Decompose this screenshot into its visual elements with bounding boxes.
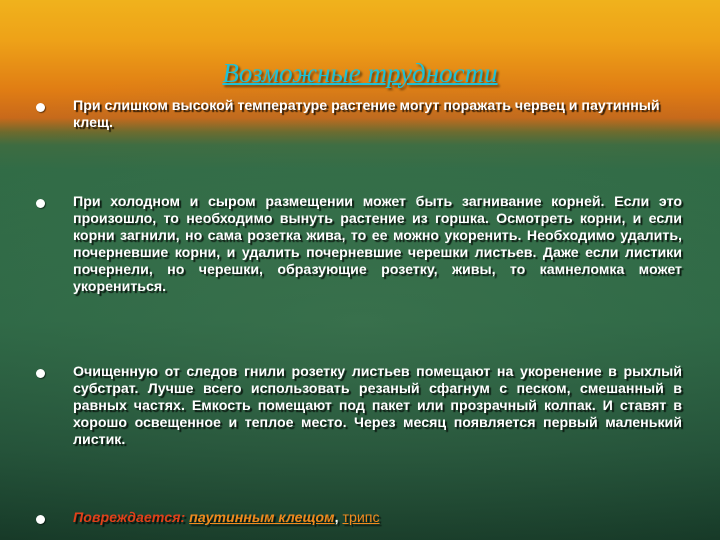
- slide-title: Возможные трудности: [222, 58, 498, 88]
- damage-separator: ,: [334, 510, 339, 526]
- damage-line: [73, 510, 682, 527]
- damage-label: Повреждается:: [73, 510, 186, 526]
- bullet-item-2: [36, 194, 682, 296]
- bullet-dot: [36, 369, 45, 378]
- bullet-item-3: [36, 364, 682, 449]
- bullet-dot: [36, 199, 45, 208]
- bullet-item-damage: [36, 510, 682, 527]
- bullet-text-3: Очищенную от следов гнили розетку листьев помещают на укоренение в рыхлый субстрат. Лучше всего использовать резаный сфагнум с песком, смешанный в равных частях. Емкость помещают под пакет или прозрачный колпак. И ставят в хорошо освещенное и теплое место. Через месяц появляется первый маленький листик.: [73, 364, 682, 448]
- spider-mite-link[interactable]: паутинным клещом: [189, 510, 335, 526]
- bullet-dot: [36, 515, 45, 524]
- thrips-link[interactable]: трипс: [342, 510, 380, 526]
- bullet-dot: [36, 103, 45, 112]
- bullet-text-2: При холодном и сыром размещении может быть загнивание корней. Если это произошло, то необходимо вынуть растение из горшка. Осмотреть корни, и если корни загнили, но сама розетка жива, то ее можно укоренить. Необходимо удалить, почерневшие корни, и удалить почерневшие черешки листьев. Даже если листики почернели, но черешки, образующие розетку, живы, то камнеломка может укорениться.: [73, 194, 682, 295]
- bullet-text-1: При слишком высокой температуре растение могут поражать червец и паутинный клещ.: [73, 98, 660, 131]
- bullet-item-1: [36, 98, 682, 132]
